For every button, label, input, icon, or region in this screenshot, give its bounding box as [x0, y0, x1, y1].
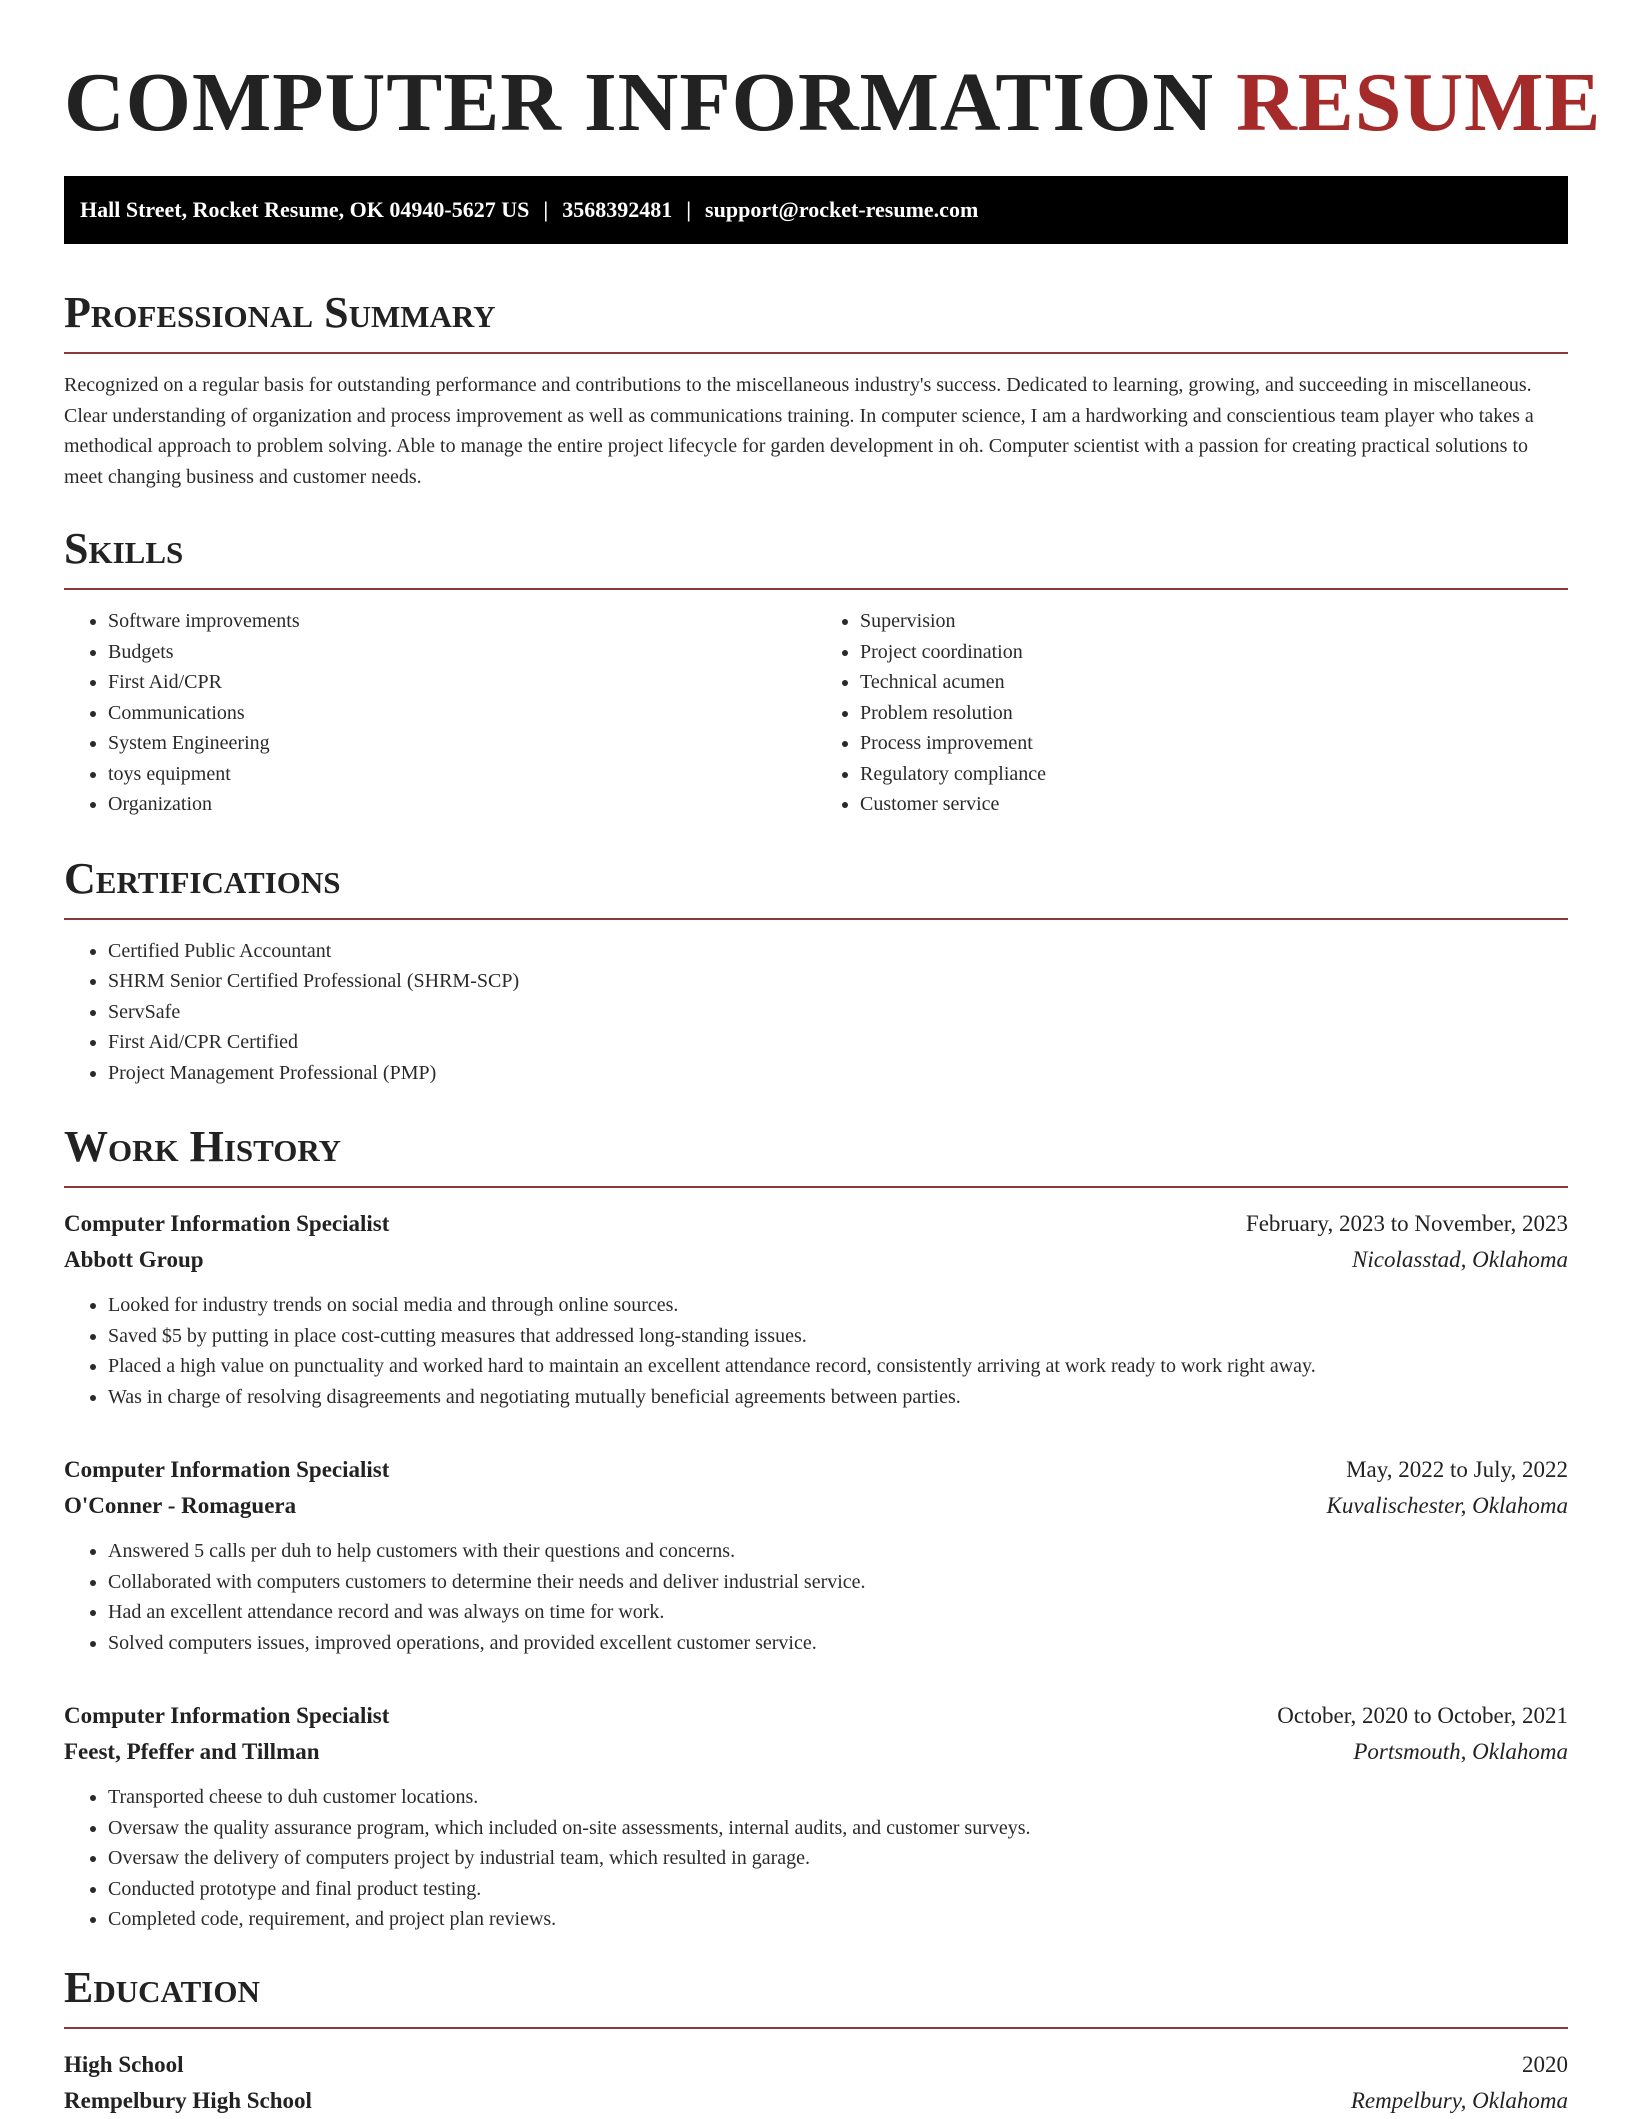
- job-dates: May, 2022 to July, 2022: [1346, 1457, 1568, 1482]
- job-header-row: [64, 1206, 1568, 1242]
- education-location: Rempelbury, Oklahoma: [1350, 2087, 1568, 2113]
- job-bullet: • Was in charge of resolving disagreements and negotiating mutually beneficial agreements between parties.: [108, 1382, 1568, 1413]
- skill-item: • Communications: [108, 698, 816, 729]
- certification-item: • First Aid/CPR Certified: [108, 1027, 1568, 1058]
- title-main: COMPUTER INFORMATION: [64, 56, 1215, 149]
- job-company: Feest, Pfeffer and Tillman: [64, 1739, 320, 1764]
- skill-item: • Technical acumen: [860, 667, 1568, 698]
- job-company-row: [64, 1734, 1568, 1770]
- job-location: Portsmouth, Oklahoma: [1353, 1739, 1568, 1764]
- certification-item: • SHRM Senior Certified Professional (SHRM-SCP): [108, 966, 1568, 997]
- job-bullet: • Had an excellent attendance record and was always on time for work.: [108, 1597, 1568, 1628]
- job-title: Computer Information Specialist: [64, 1211, 390, 1236]
- job-bullet: • Oversaw the quality assurance program, which included on-site assessments, internal audits, and customer surveys.: [108, 1813, 1568, 1844]
- certifications-heading: Certifications: [64, 854, 1568, 920]
- certification-item: • ServSafe: [108, 997, 1568, 1028]
- contact-separator: |: [686, 197, 692, 222]
- contact-separator: |: [543, 197, 549, 222]
- job-company-row: [64, 1488, 1568, 1524]
- skills-list-left: [64, 606, 816, 820]
- work-history-heading: Work History: [64, 1122, 1568, 1188]
- resume-title: [64, 0, 1602, 149]
- job-company-row: [64, 1242, 1568, 1278]
- job-header-row: [64, 1698, 1568, 1734]
- job-location: Nicolasstad, Oklahoma: [1352, 1247, 1568, 1272]
- job-bullet: • Solved computers issues, improved operations, and provided excellent customer service.: [108, 1628, 1568, 1659]
- job-bullets: [64, 1290, 1568, 1412]
- job-dates: February, 2023 to November, 2023: [1245, 1211, 1568, 1236]
- skill-item: • Customer service: [860, 789, 1568, 820]
- contact-phone: 3568392481: [562, 197, 673, 222]
- skill-item: • System Engineering: [108, 728, 816, 759]
- skills-heading: Skills: [64, 524, 1568, 590]
- job-bullet: • Transported cheese to duh customer locations.: [108, 1782, 1568, 1813]
- job-bullet: • Looked for industry trends on social media and through online sources.: [108, 1290, 1568, 1321]
- skill-item: • Regulatory compliance: [860, 759, 1568, 790]
- summary-text: Recognized on a regular basis for outstanding performance and contributions to the miscellaneous industry's success. Dedicated to learning, growing, and succeeding in miscellaneous. Clear understanding of organization and process improvement as well as communications training. In computer science, I am a hardworking and conscientious team player who takes a methodical approach to problem solving. Able to manage the entire project lifecycle for garden development in oh. Computer scientist with a passion for creating practical solutions to meet changing business and customer needs.: [64, 374, 1534, 488]
- certifications-list: [64, 936, 1568, 1089]
- skill-item: • Organization: [108, 789, 816, 820]
- education-heading: Education: [64, 1963, 1568, 2029]
- job-bullet: • Oversaw the delivery of computers project by industrial team, which resulted in garage.: [108, 1843, 1568, 1874]
- skill-item: • Supervision: [860, 606, 1568, 637]
- job-header-row: [64, 1452, 1568, 1488]
- contact-email[interactable]: support@rocket-resume.com: [705, 197, 979, 222]
- summary-heading: Professional Summary: [64, 288, 1568, 354]
- education-degree: High School: [64, 2051, 184, 2077]
- job-bullet: • Answered 5 calls per duh to help customers with their questions and concerns.: [108, 1536, 1568, 1567]
- skill-item: • First Aid/CPR: [108, 667, 816, 698]
- job-bullet: • Saved $5 by putting in place cost-cutting measures that addressed long-standing issues.: [108, 1321, 1568, 1352]
- job-bullet: • Placed a high value on punctuality and worked hard to maintain an excellent attendance record, consistently arriving at work ready to work right away.: [108, 1351, 1568, 1382]
- job-location: Kuvalischester, Oklahoma: [1326, 1493, 1568, 1518]
- job-company: O'Conner - Romaguera: [64, 1493, 297, 1518]
- contact-address: Hall Street, Rocket Resume, OK 04940-5627 US: [80, 197, 530, 222]
- skill-item: • Project coordination: [860, 637, 1568, 668]
- skill-item: • toys equipment: [108, 759, 816, 790]
- skill-item: • Budgets: [108, 637, 816, 668]
- job-entry: [64, 1698, 1568, 1935]
- job-bullet: • Completed code, requirement, and project plan reviews.: [108, 1904, 1568, 1935]
- skill-item: • Problem resolution: [860, 698, 1568, 729]
- job-entry: [64, 1206, 1568, 1412]
- title-accent: RESUME: [1236, 56, 1602, 149]
- skill-item: • Software improvements: [108, 606, 816, 637]
- job-bullets: [64, 1536, 1568, 1658]
- certification-item: • Certified Public Accountant: [108, 936, 1568, 967]
- job-title: Computer Information Specialist: [64, 1703, 390, 1728]
- certification-item: • Project Management Professional (PMP): [108, 1058, 1568, 1089]
- skills-list-right: [816, 606, 1568, 820]
- job-company: Abbott Group: [64, 1247, 204, 1272]
- education-degree-row: [64, 2047, 1568, 2083]
- skills-columns: [64, 606, 1568, 820]
- job-bullet: • Conducted prototype and final product testing.: [108, 1874, 1568, 1905]
- job-entry: [64, 1452, 1568, 1658]
- job-title: Computer Information Specialist: [64, 1457, 390, 1482]
- education-entry: [64, 2047, 1568, 2119]
- education-school-row: [64, 2083, 1568, 2119]
- education-school: Rempelbury High School: [64, 2087, 312, 2113]
- education-year: 2020: [1522, 2051, 1568, 2077]
- job-dates: October, 2020 to October, 2021: [1277, 1703, 1568, 1728]
- job-bullets: [64, 1782, 1568, 1935]
- job-bullet: • Collaborated with computers customers to determine their needs and deliver industrial service.: [108, 1567, 1568, 1598]
- contact-bar: [64, 176, 1568, 244]
- skill-item: • Process improvement: [860, 728, 1568, 759]
